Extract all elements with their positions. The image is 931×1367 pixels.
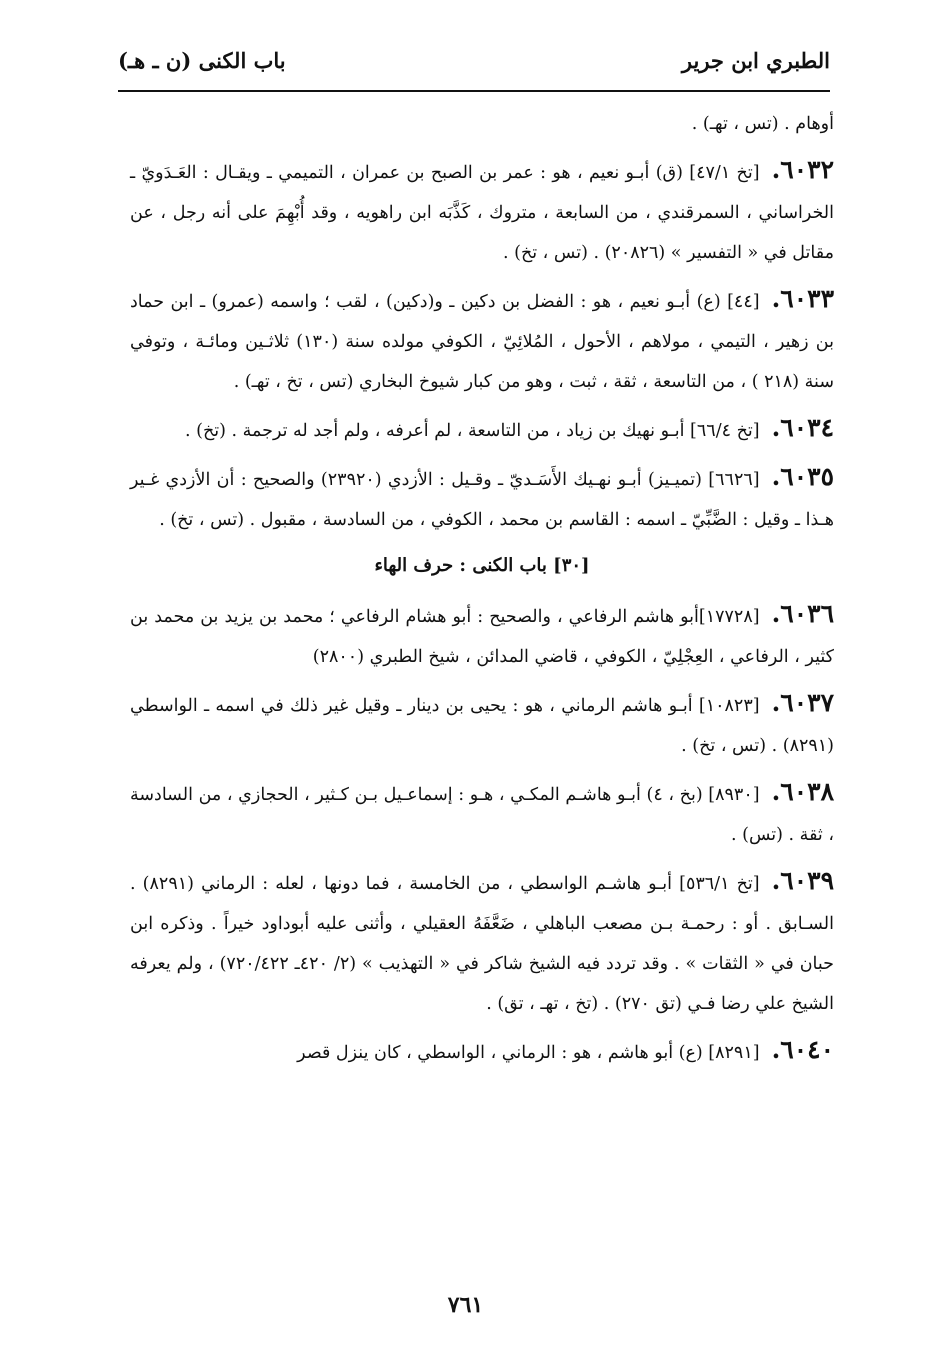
entry-number: ٦٠٣٦. [771, 599, 834, 628]
entry-text: [٨٩٣٠] (بخ ، ٤) أبـو هاشـم المكـي ، هـو : إسماعـيل بـن كـثير ، الحجازي ، من السادسة ، ثقة . (تس) . [130, 785, 834, 845]
entry-text: [تخ ٦٦/٤] أبـو نهيك بن زياد ، من التاسعة ، لم أعرفه ، ولم أجد له ترجمة . (تخ) . [185, 421, 760, 441]
entry-6039 [130, 861, 834, 1024]
header-book-title: الطبري ابن جرير [681, 48, 830, 73]
entry-6033 [130, 279, 834, 402]
section-heading: [٣٠] باب الكنى : حرف الهاء [374, 555, 590, 576]
entry-6032 [130, 150, 834, 273]
continuation-line: أوهام . (تس ، تهـ) . [691, 114, 834, 134]
entry-text: [٦٦٢٦] (تميـيز) أبـو نهـيك الأَسَـديّ ـ وقـيل : الأزدي (٢٣٩٢٠) والصحيح : أن الأزدي غـير هـذا ـ وقيل : الضَّبِّيّ ـ اسمه : القاسم بن محمد ، الكوفي ، من السادسة ، مقبول . (تس ، تخ) . [130, 470, 834, 530]
header-rule [118, 90, 830, 92]
entry-number: ٦٠٣٨. [771, 777, 834, 806]
running-head [118, 40, 830, 84]
entry-number: ٦٠٣٩. [771, 866, 835, 895]
entry-6034 [130, 408, 834, 451]
header-chapter-title: باب الكنى (ن ـ هـ) [118, 48, 286, 73]
entry-text: [تخ ٤٧/١] (ق) أبـو نعيم ، هو : عمر بن الصبح بن عمران ، التميمي ـ ويقـال : العَـدَويّ ـ الخراساني ، السمرقندي ، من السابعة ، متروك ، كَذَّبَه ابن راهويه ، وقد أُبْهِمَ على أنه رجل ، عن مقاتل في « التفسير » (٢٠٨٢٦) . (تس ، تخ) . [130, 163, 834, 263]
entry-6037 [130, 683, 834, 766]
entry-text: [تخ ٥٣٦/١] أبـو هاشـم الواسطي ، من الخامسة ، فما دونها ، لعله : الرماني (٨٢٩١) . السـابق . أو : رحمـة بـن مصعب الباهلي ، ضَعَّفَهُ العقيلي ، وأثنى عليه أبوداود خيراً . وذكره ابن حبان في « الثقات » . وقد تردد فيه الشيخ شاكر في « التهذيب » (٢/ ٤٢٠ـ ٧٢٠/٤٢٢) ، ولم يعرفه الشيخ علي رضا فـي (تق ٢٧٠) . (تخ ، تهـ ، تق) . [130, 874, 834, 1014]
entry-number: ٦٠٣٢. [771, 155, 834, 184]
entry-6036 [130, 594, 834, 677]
entry-number: ٦٠٣٥. [771, 462, 835, 491]
entry-6040 [130, 1030, 834, 1073]
page-number: ٧٦١ [447, 1292, 484, 1318]
page-body [130, 104, 834, 1079]
entry-6038 [130, 772, 834, 855]
entry-number: ٦٠٣٣. [771, 284, 834, 313]
entry-text: [١٧٧٢٨]أبو هاشم الرفاعي ، والصحيح : أبو هشام الرفاعي ؛ محمد بن يزيد بن محمد بن كثير ، الرفاعي ، العِجْلِيّ ، الكوفي ، قاضي المدائن ، شيخ الطبري (٢٨٠٠) [130, 607, 834, 667]
entry-6035 [130, 457, 834, 540]
entry-text: [١٠٨٢٣] أبـو هاشم الرماني ، هو : يحيى بن دينار ـ وقيل غير ذلك في اسمه ـ الواسطي (٨٢٩١) . (تس ، تخ) . [130, 696, 834, 756]
entry-number: ٦٠٣٤. [771, 413, 834, 442]
entry-number: ٦٠٤٠. [771, 1035, 834, 1064]
entry-number: ٦٠٣٧. [771, 688, 834, 717]
entry-text: [٤٤] (ع) أبـو نعيم ، هو : الفضل بن دكين ـ و(دكين) ، لقب ؛ واسمه (عمرو) ـ ابن حماد بن زهير ، التيمي ، مولاهم ، الأحول ، المُلائِيّ ، الكوفي مولده سنة (١٣٠) ثلاثـين ومائـة ، وتوفي سنة (٢١٨ ) ، من التاسعة ، ثقة ، ثبت ، وهو من كبار شيوخ البخاري (تس ، تخ ، تهـ) . [130, 292, 834, 392]
entry-text: [٨٢٩١] (ع) أبو هاشم ، هو : الرماني ، الواسطي ، كان ينزل قصر [297, 1043, 760, 1063]
